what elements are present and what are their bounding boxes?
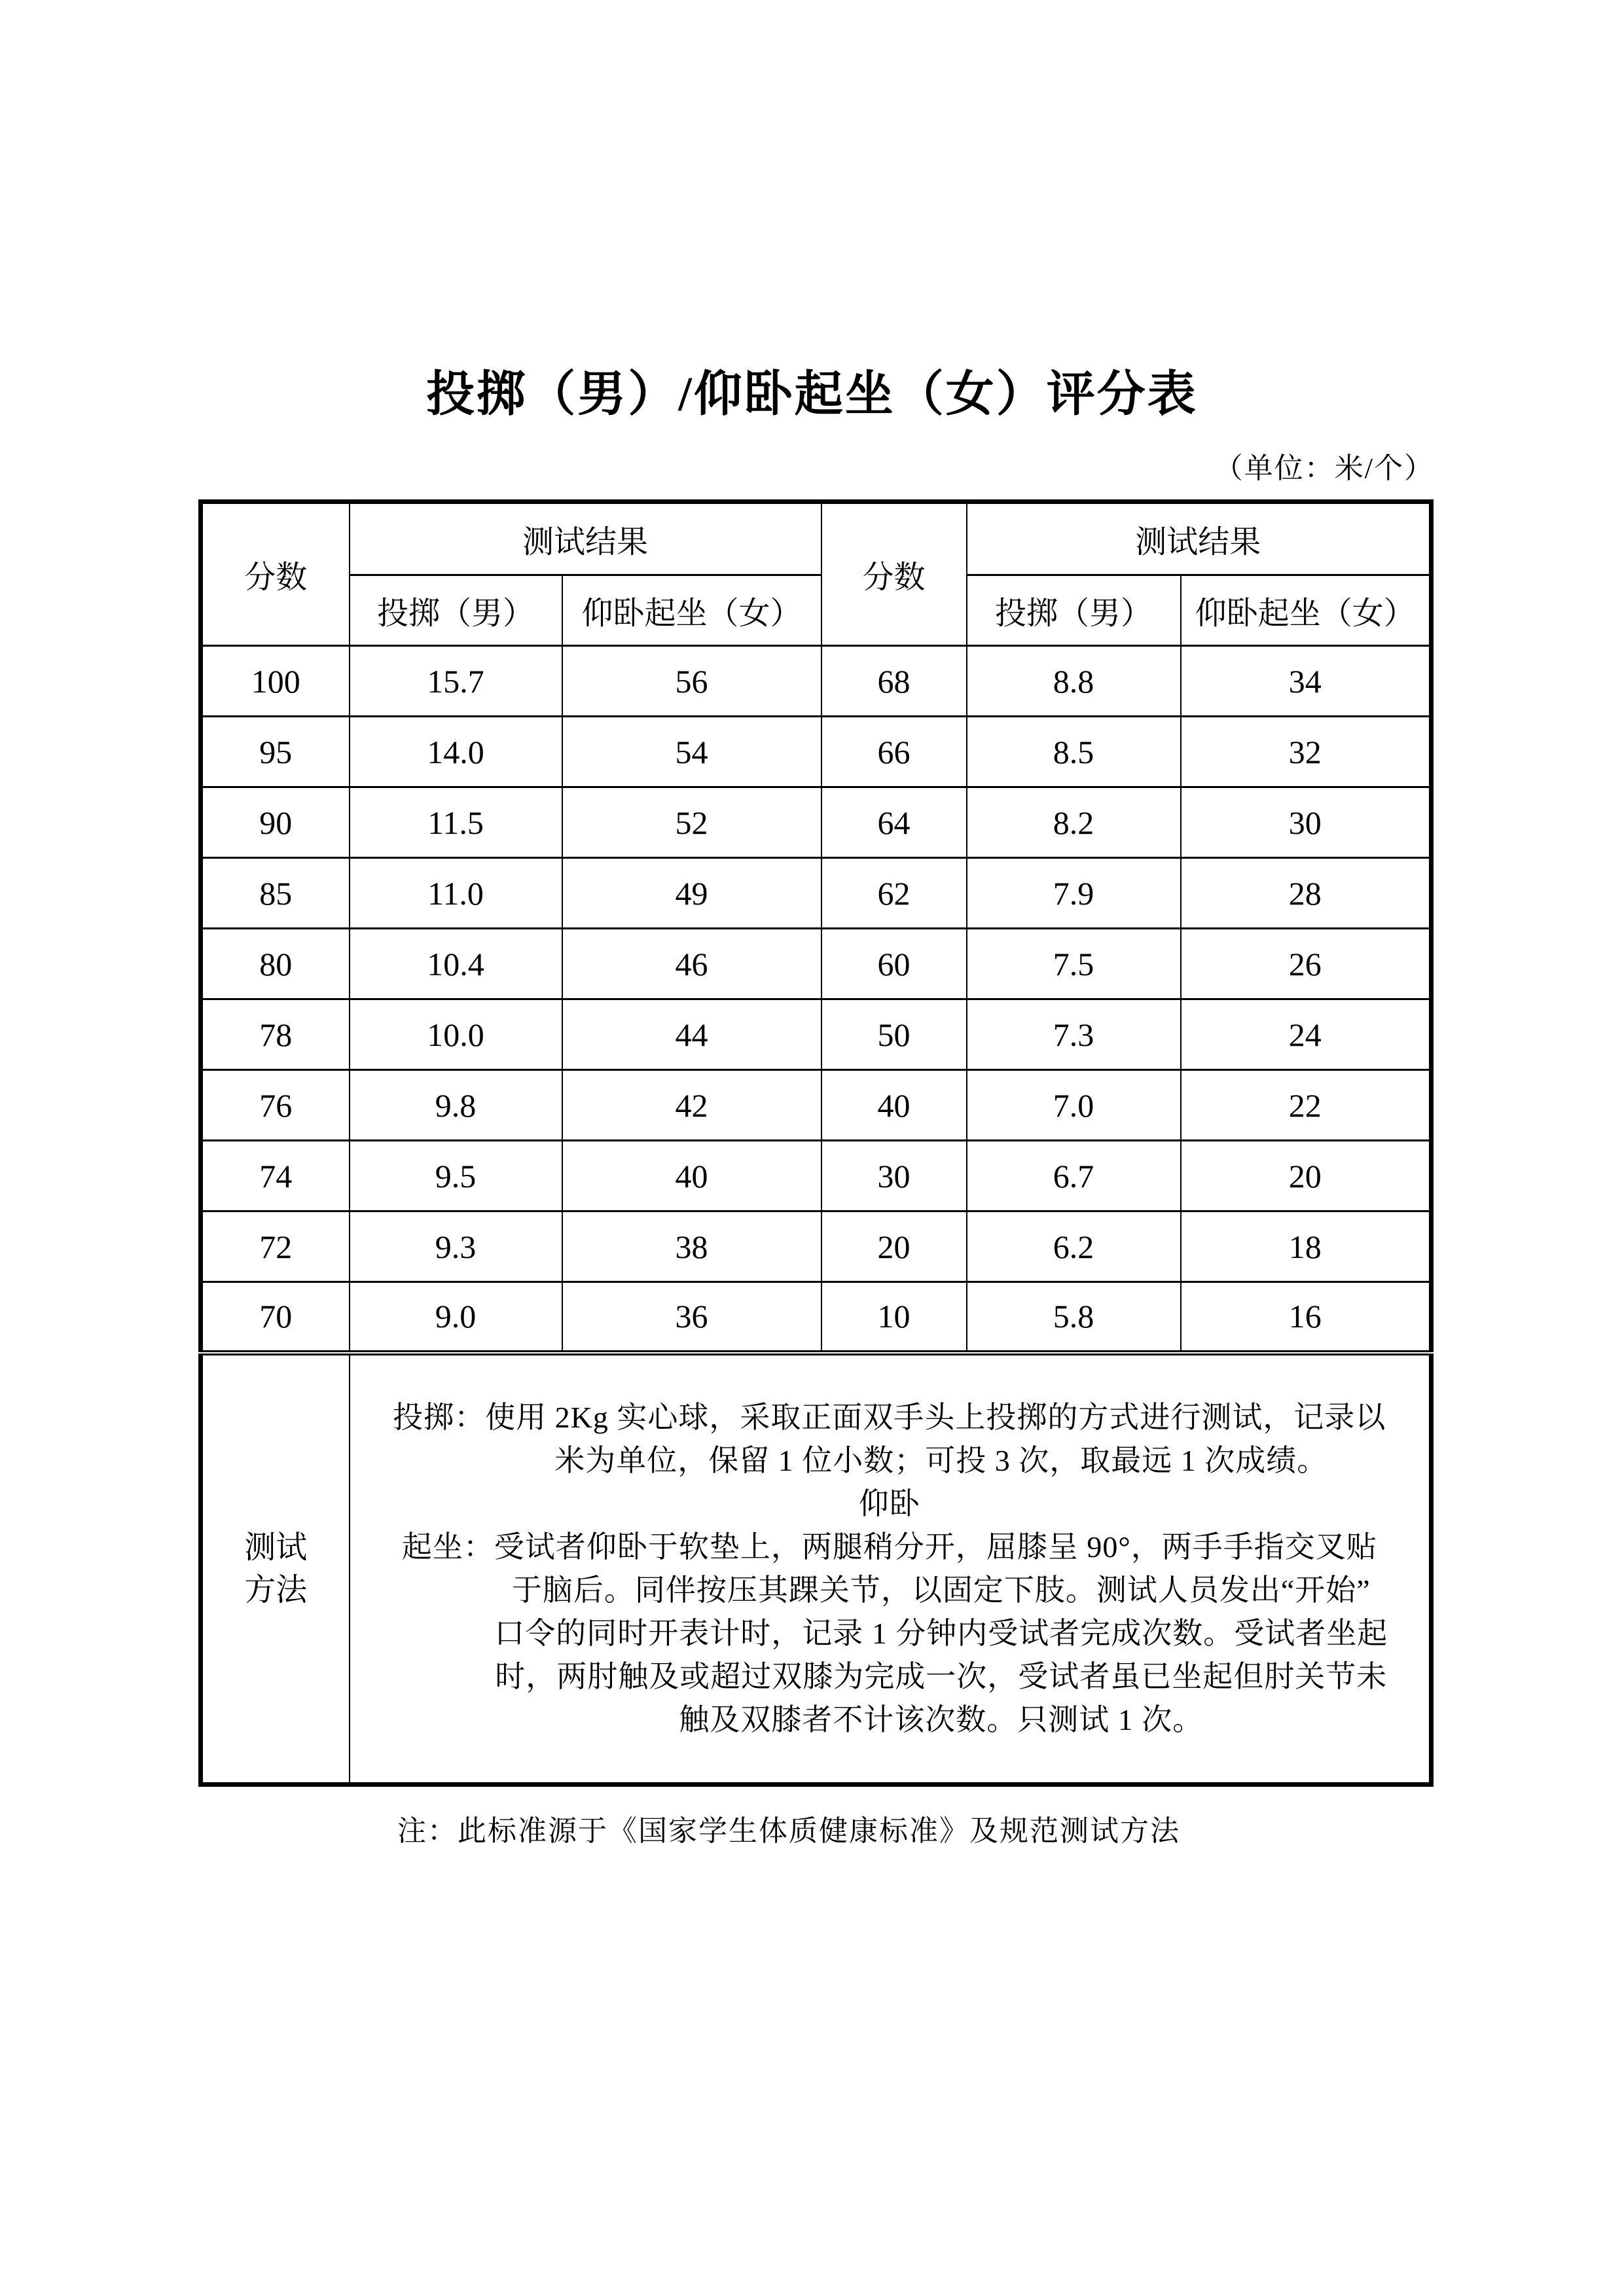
- cell-throw: 9.3: [350, 1211, 562, 1282]
- method-row-label-line2: 方法: [244, 1572, 308, 1607]
- cell-situp: 54: [562, 717, 821, 787]
- cell-score: 20: [821, 1211, 967, 1282]
- header-throw-left: 投掷（男）: [350, 575, 562, 646]
- cell-throw: 15.7: [350, 646, 562, 717]
- method-text-line: 时，两肘触及或超过双膝为完成一次，受试者虽已坐起但肘关节未: [495, 1659, 1388, 1693]
- unit-note: （单位：米/个）: [1214, 452, 1434, 484]
- table-row: [201, 787, 1432, 858]
- method-text-line: 仰卧: [858, 1486, 920, 1520]
- cell-throw: 9.5: [350, 1141, 562, 1211]
- header-situp-left: 仰卧起坐（女）: [562, 575, 821, 646]
- table-row: [201, 717, 1432, 787]
- cell-throw: 7.5: [967, 929, 1181, 999]
- cell-score: 90: [201, 787, 350, 858]
- header-result-left: 测试结果: [350, 502, 821, 575]
- cell-situp: 32: [1181, 717, 1432, 787]
- cell-situp: 24: [1181, 999, 1432, 1070]
- cell-situp: 42: [562, 1070, 821, 1141]
- cell-situp: 20: [1181, 1141, 1432, 1211]
- cell-throw: 10.4: [350, 929, 562, 999]
- cell-situp: 36: [562, 1282, 821, 1353]
- cell-score: 100: [201, 646, 350, 717]
- cell-throw: 7.0: [967, 1070, 1181, 1141]
- method-text-line: 口令的同时开表计时，记录 1 分钟内受试者完成次数。受试者坐起: [494, 1616, 1388, 1650]
- cell-score: 30: [821, 1141, 967, 1211]
- table-row: [201, 1282, 1432, 1353]
- cell-score: 70: [201, 1282, 350, 1353]
- header-row-2: [201, 575, 1432, 646]
- method-text-line: 米为单位，保留 1 位小数；可投 3 次，取最远 1 次成绩。: [554, 1443, 1328, 1477]
- method-text-line: 于脑后。同伴按压其踝关节，以固定下肢。测试人员发出“开始”: [511, 1573, 1371, 1607]
- table-row: [201, 999, 1432, 1070]
- cell-score: 85: [201, 858, 350, 929]
- header-row-1: [201, 502, 1432, 575]
- method-row-label-line1: 测试: [244, 1530, 308, 1565]
- score-table: [198, 499, 1434, 1787]
- cell-score: 80: [201, 929, 350, 999]
- cell-score: 62: [821, 858, 967, 929]
- cell-score: 78: [201, 999, 350, 1070]
- cell-throw: 5.8: [967, 1282, 1181, 1353]
- cell-throw: 9.0: [350, 1282, 562, 1353]
- method-row-label: [201, 1353, 350, 1785]
- header-situp-right: 仰卧起坐（女）: [1181, 575, 1432, 646]
- method-text-line: 起坐：受试者仰卧于软垫上，两腿稍分开，屈膝呈 90°，两手手指交叉贴: [401, 1530, 1377, 1564]
- cell-score: 64: [821, 787, 967, 858]
- footnote: 注：此标准源于《国家学生体质健康标准》及规范测试方法: [397, 1815, 1180, 1847]
- cell-score: 74: [201, 1141, 350, 1211]
- cell-throw: 8.5: [967, 717, 1181, 787]
- cell-throw: 6.7: [967, 1141, 1181, 1211]
- cell-throw: 9.8: [350, 1070, 562, 1141]
- cell-throw: 8.8: [967, 646, 1181, 717]
- cell-throw: 7.3: [967, 999, 1181, 1070]
- cell-situp: 38: [562, 1211, 821, 1282]
- cell-situp: 30: [1181, 787, 1432, 858]
- table-row: [201, 929, 1432, 999]
- table-row: [201, 1141, 1432, 1211]
- method-text-line: 投掷：使用 2Kg 实心球，采取正面双手头上投掷的方式进行测试，记录以: [393, 1400, 1386, 1434]
- table-row: [201, 858, 1432, 929]
- cell-throw: 7.9: [967, 858, 1181, 929]
- cell-throw: 11.5: [350, 787, 562, 858]
- cell-situp: 26: [1181, 929, 1432, 999]
- cell-situp: 18: [1181, 1211, 1432, 1282]
- cell-situp: 52: [562, 787, 821, 858]
- header-throw-right: 投掷（男）: [967, 575, 1181, 646]
- table-row: [201, 1211, 1432, 1282]
- header-score-left: 分数: [201, 502, 350, 646]
- cell-score: 60: [821, 929, 967, 999]
- cell-score: 10: [821, 1282, 967, 1353]
- cell-situp: 56: [562, 646, 821, 717]
- cell-score: 76: [201, 1070, 350, 1141]
- cell-score: 66: [821, 717, 967, 787]
- cell-situp: 22: [1181, 1070, 1432, 1141]
- cell-score: 95: [201, 717, 350, 787]
- header-result-right: 测试结果: [967, 502, 1432, 575]
- cell-score: 40: [821, 1070, 967, 1141]
- cell-situp: 44: [562, 999, 821, 1070]
- method-row: [201, 1353, 1432, 1785]
- cell-throw: 6.2: [967, 1211, 1181, 1282]
- table-row: [201, 1070, 1432, 1141]
- cell-situp: 46: [562, 929, 821, 999]
- table-row: [201, 646, 1432, 717]
- cell-throw: 8.2: [967, 787, 1181, 858]
- cell-throw: 11.0: [350, 858, 562, 929]
- cell-situp: 40: [562, 1141, 821, 1211]
- method-description: [350, 1353, 1432, 1785]
- cell-throw: 10.0: [350, 999, 562, 1070]
- method-text-line: 触及双膝者不计该次数。只测试 1 次。: [679, 1702, 1204, 1736]
- cell-situp: 16: [1181, 1282, 1432, 1353]
- cell-score: 68: [821, 646, 967, 717]
- header-score-right: 分数: [821, 502, 967, 646]
- cell-score: 72: [201, 1211, 350, 1282]
- cell-throw: 14.0: [350, 717, 562, 787]
- cell-situp: 34: [1181, 646, 1432, 717]
- page-title: 投掷（男）/仰卧起坐（女）评分表: [426, 368, 1198, 422]
- cell-score: 50: [821, 999, 967, 1070]
- cell-situp: 28: [1181, 858, 1432, 929]
- cell-situp: 49: [562, 858, 821, 929]
